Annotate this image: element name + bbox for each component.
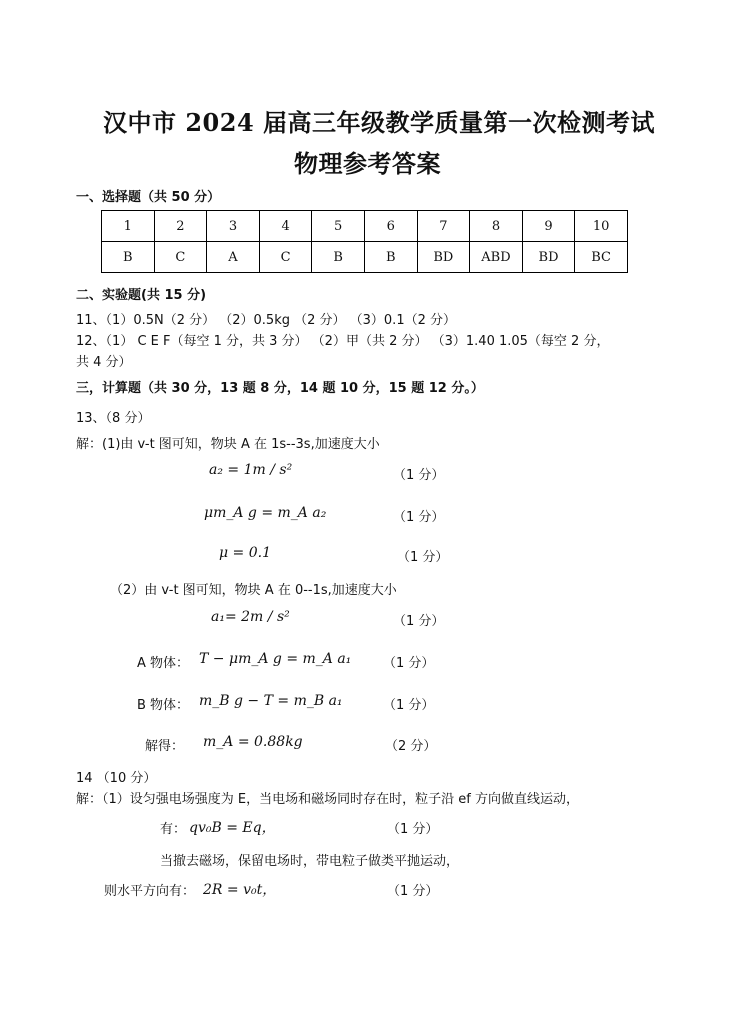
q14-eq2-score: （1 分） (387, 884, 439, 899)
answer-table (101, 210, 628, 273)
q14-eq1-label: 有： (160, 822, 187, 837)
q13-eq2-score: （1 分） (393, 510, 445, 525)
q13-part2-intro: （2）由 v-t 图可知，物块 A 在 0--1s,加速度大小 (110, 583, 397, 598)
question-number: 1 (102, 211, 155, 242)
section3-heading: 三，计算题（共 30 分，13 题 8 分，14 题 10 分，15 题 12 分。） (76, 381, 484, 396)
q13-heading: 13、（8 分） (76, 411, 151, 426)
q13-eq3: μ = 0.1 (219, 545, 271, 561)
q14-eq1-score: （1 分） (387, 822, 439, 837)
q11-answer: 11、（1）0.5N（2 分） （2）0.5kg （2 分） （3）0.1（2 分） (76, 313, 456, 328)
q14-line2: 当撤去磁场，保留电场时，带电粒子做类平抛运动， (160, 854, 460, 869)
q14-heading: 14 （10 分） (76, 771, 157, 786)
q13-eq5-label: A 物体： (137, 656, 190, 671)
answer-cell: BC (575, 242, 628, 273)
question-number: 5 (312, 211, 365, 242)
q14-eq2-label: 则水平方向有： (104, 884, 196, 899)
page-title: 汉中市 2024 届高三年级教学质量第一次检测考试 (103, 108, 656, 137)
answer-table-number-row (102, 211, 628, 242)
q13-eq4-score: （1 分） (393, 614, 445, 629)
page-subtitle: 物理参考答案 (294, 149, 441, 178)
q13-eq4: a₁= 2m / s² (211, 609, 290, 625)
q13-eq2: μm_A g = m_A a₂ (204, 505, 327, 521)
question-number: 2 (154, 211, 207, 242)
q13-eq1-score: （1 分） (393, 468, 445, 483)
answer-cell: C (154, 242, 207, 273)
q13-eq5: T − μm_A g = m_A a₁ (199, 651, 352, 667)
q14-eq2: 2R = v₀t， (203, 882, 277, 898)
answer-cell: C (259, 242, 312, 273)
question-number: 8 (470, 211, 523, 242)
q13-eq7-label: 解得： (145, 739, 185, 754)
answer-cell: B (312, 242, 365, 273)
question-number: 4 (259, 211, 312, 242)
q13-eq5-score: （1 分） (383, 656, 435, 671)
q13-eq1: a₂ = 1m / s² (209, 462, 293, 478)
q13-eq6: m_B g − T = m_B a₁ (199, 693, 343, 709)
q13-eq7-score: （2 分） (385, 739, 437, 754)
q14-eq1: qv₀B = Eq， (189, 820, 276, 836)
answer-cell: BD (522, 242, 575, 273)
question-number: 3 (207, 211, 260, 242)
answer-cell: ABD (470, 242, 523, 273)
answer-table-answer-row (102, 242, 628, 273)
q14-intro: 解：（1）设匀强电场强度为 E，当电场和磁场同时存在时，粒子沿 ef 方向做直线运动， (76, 792, 579, 807)
q12-answer-line2: 共 4 分） (76, 355, 132, 370)
q13-eq7: m_A = 0.88kg (203, 734, 303, 750)
answer-cell: BD (417, 242, 470, 273)
q12-answer-line1: 12、（1） C E F（每空 1 分，共 3 分） （2）甲（共 2 分） （3）1.40 1.05（每空 2 分， (76, 334, 610, 349)
answer-cell: B (364, 242, 417, 273)
q13-eq6-score: （1 分） (383, 698, 435, 713)
question-number: 10 (575, 211, 628, 242)
answer-cell: A (207, 242, 260, 273)
question-number: 6 (364, 211, 417, 242)
section1-heading: 一、选择题（共 50 分） (76, 190, 221, 205)
section2-heading: 二、实验题(共 15 分) (76, 288, 207, 303)
q13-intro: 解：(1)由 v-t 图可知，物块 A 在 1s--3s,加速度大小 (76, 437, 380, 452)
q13-eq6-label: B 物体： (137, 698, 190, 713)
q13-eq3-score: （1 分） (397, 550, 449, 565)
question-number: 7 (417, 211, 470, 242)
question-number: 9 (522, 211, 575, 242)
answer-cell: B (102, 242, 155, 273)
